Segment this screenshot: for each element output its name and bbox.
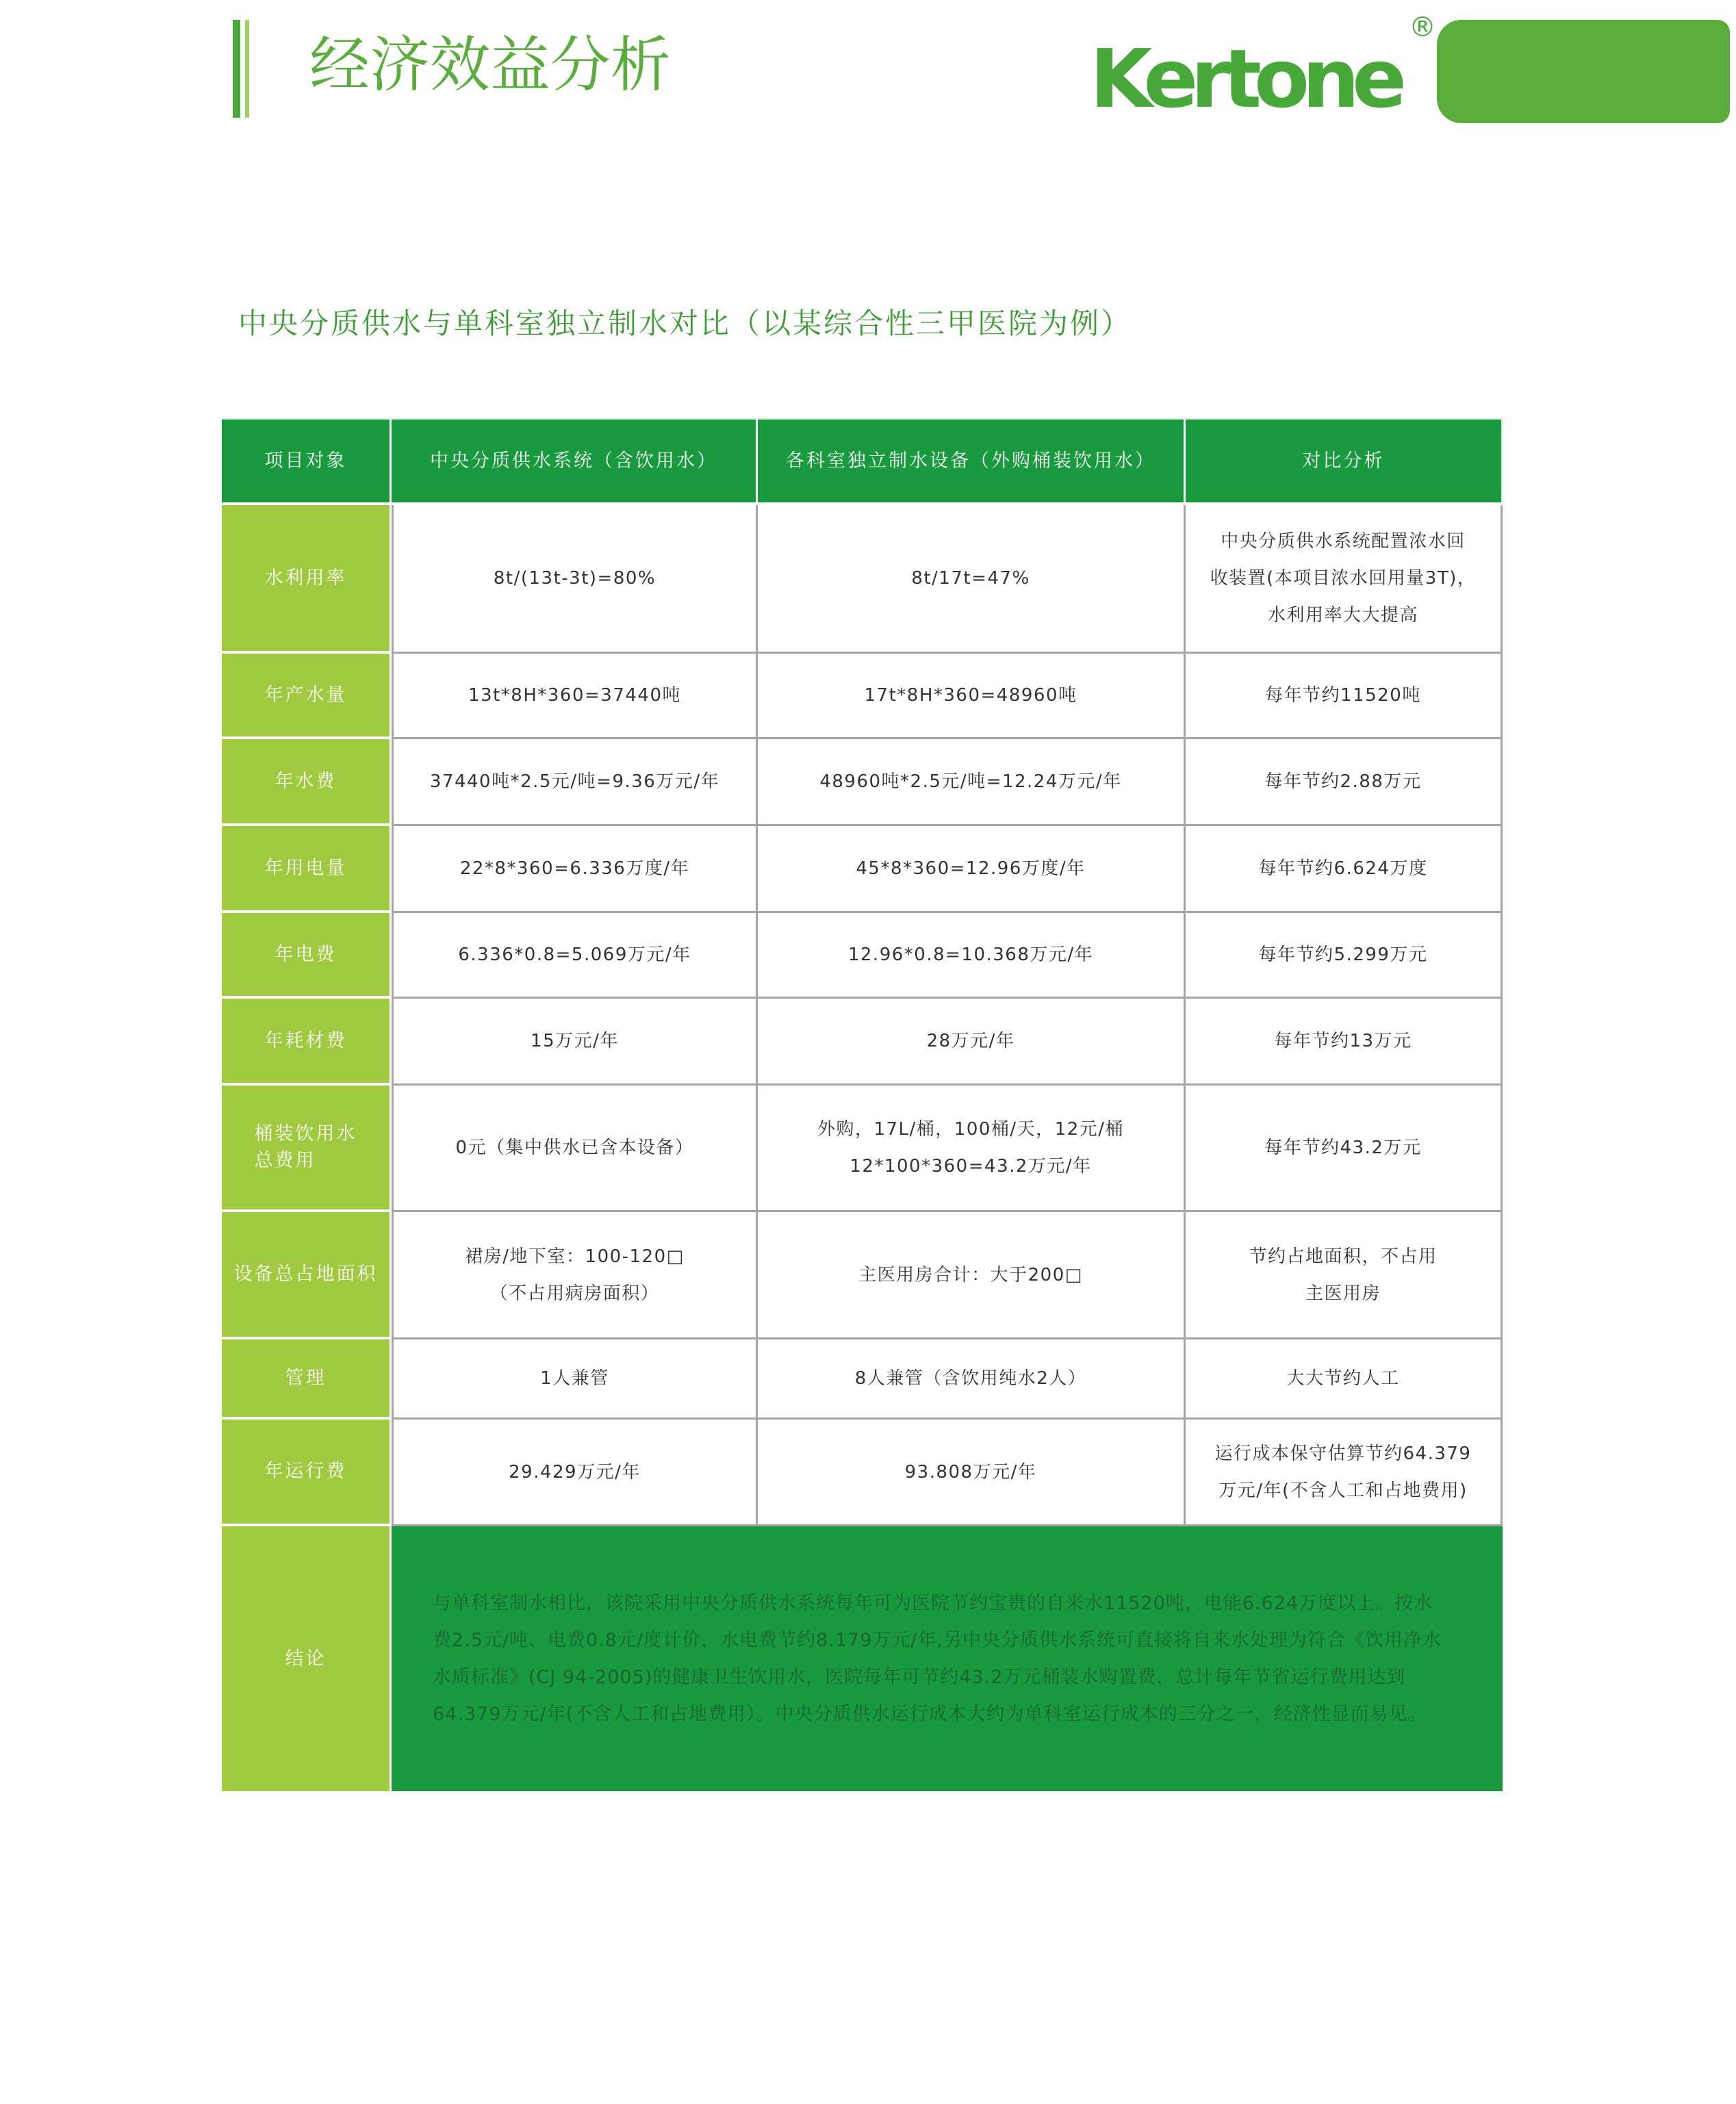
row-label-line: 总费用 [254,1150,316,1171]
accent-bar-light [245,20,249,118]
table-row [222,1339,1503,1420]
table-row [222,913,1503,999]
cell-analysis [1186,1420,1503,1526]
column-header-item: 项目对象 [222,418,392,505]
row-label: 年用电量 [222,826,392,913]
cell-independent: 93.808万元/年 [758,1420,1186,1526]
brand-logo [1090,31,1400,126]
cell-analysis: 每年节约43.2万元 [1186,1086,1503,1212]
cell-independent: 28万元/年 [758,999,1186,1086]
row-label: 年耗材费 [222,999,392,1086]
cell-text-line: 中央分质供水系统配置浓水回 [1221,531,1466,552]
conclusion-line: 64.379万元/年(不含人工和占地费用）。中央分质供水运行成本大约为单科室运行成本的三分之一，经济性显而易见。 [433,1703,1427,1725]
registered-mark: ® [1409,12,1436,43]
accent-bar [233,20,240,118]
section-subtitle: 中央分质供水与单科室独立制水对比（以某综合性三甲医院为例） [238,307,1132,340]
cell-independent: 8人兼管（含饮用纯水2人） [758,1339,1186,1420]
conclusion-line: 费2.5元/吨、电费0.8元/度计价，水电费节约8.179万元/年,另中央分质供水系统可直接将自来水处理为符合《饮用净水 [433,1629,1442,1651]
cell-central: 37440吨*2.5元/吨=9.36万元/年 [392,739,758,826]
cell-independent: 17t*8H*360=48960吨 [758,654,1186,739]
cell-text-line: 运行成本保守估算节约64.379 [1214,1443,1472,1464]
table-row [222,1086,1503,1212]
row-label-text [255,1120,357,1174]
cell-analysis [1186,1212,1503,1339]
cell-independent [758,1086,1186,1212]
column-header-analysis: 对比分析 [1186,418,1503,505]
row-label: 水利用率 [222,505,392,654]
cell-text-line: 节约占地面积，不占用 [1249,1246,1438,1267]
cell-independent: 48960吨*2.5元/吨=12.24万元/年 [758,739,1186,826]
conclusion-line: 与单科室制水相比，该院采用中央分质供水系统每年可为医院节约宝贵的自来水11520吨，电能6.624万度以上。按水 [433,1592,1433,1614]
table-row [222,654,1503,739]
row-label: 年电费 [222,913,392,999]
cell-analysis: 每年节约2.88万元 [1186,739,1503,826]
conclusion-text [392,1526,1503,1791]
cell-analysis: 每年节约11520吨 [1186,654,1503,739]
row-label: 设备总占地面积 [222,1212,392,1339]
table-row [222,826,1503,913]
cell-independent: 45*8*360=12.96万度/年 [758,826,1186,913]
cell-analysis: 大大节约人工 [1186,1339,1503,1420]
cell-text-line: 裙房/地下室：100-120□ [465,1246,685,1267]
cell-text-line: 收装置(本项目浓水回用量3T)， [1210,568,1477,589]
cell-analysis: 每年节约13万元 [1186,999,1503,1086]
table-row [222,505,1503,654]
row-label: 年产水量 [222,654,392,739]
cell-central: 15万元/年 [392,999,758,1086]
cell-analysis: 每年节约6.624万度 [1186,826,1503,913]
table-row [222,1420,1503,1526]
cell-independent: 12.96*0.8=10.368万元/年 [758,913,1186,999]
logo-wordmark: Kertone [1090,31,1400,126]
cell-central [392,1212,758,1339]
cell-text-line: 主医用房 [1305,1283,1381,1304]
table-row [222,1212,1503,1339]
row-label: 年水费 [222,739,392,826]
cell-text-line: 12*100*360=43.2万元/年 [850,1156,1092,1177]
cell-text-line: 外购，17L/桶，100桶/天，12元/桶 [817,1119,1125,1140]
cell-analysis: 每年节约5.299万元 [1186,913,1503,999]
cell-analysis [1186,505,1503,654]
cell-independent: 主医用房合计：大于200□ [758,1212,1186,1339]
row-label-line: 桶装饮用水 [254,1123,357,1144]
cell-text-line: 万元/年(不含人工和占地费用) [1218,1480,1468,1501]
conclusion-label: 结论 [222,1526,392,1791]
table-row [222,739,1503,826]
cell-central: 6.336*0.8=5.069万元/年 [392,913,758,999]
table-header-row [222,418,1503,505]
cell-central: 13t*8H*360=37440吨 [392,654,758,739]
conclusion-line: 水质标准》(CJ 94-2005)的健康卫生饮用水，医院每年可节约43.2万元桶装水购置费，总计每年节省运行费用达到 [433,1666,1406,1688]
cell-central: 0元（集中供水已含本设备） [392,1086,758,1212]
cell-text-line: 水利用率大大提高 [1267,605,1418,626]
cell-central: 29.429万元/年 [392,1420,758,1526]
header-tab-decoration [1437,20,1730,123]
comparison-table [222,418,1503,1791]
row-label [222,1086,392,1212]
table-row [222,999,1503,1086]
cell-central: 22*8*360=6.336万度/年 [392,826,758,913]
cell-central: 8t/(13t-3t)=80% [392,505,758,654]
cell-independent: 8t/17t=47% [758,505,1186,654]
column-header-central: 中央分质供水系统（含饮用水） [392,418,758,505]
column-header-independent: 各科室独立制水设备（外购桶装饮用水） [758,418,1186,505]
cell-central: 1人兼管 [392,1339,758,1420]
page-title: 经济效益分析 [309,29,672,100]
cell-text-line: （不占用病房面积） [489,1283,660,1304]
row-label: 管理 [222,1339,392,1420]
row-label: 年运行费 [222,1420,392,1526]
conclusion-row [222,1526,1503,1791]
